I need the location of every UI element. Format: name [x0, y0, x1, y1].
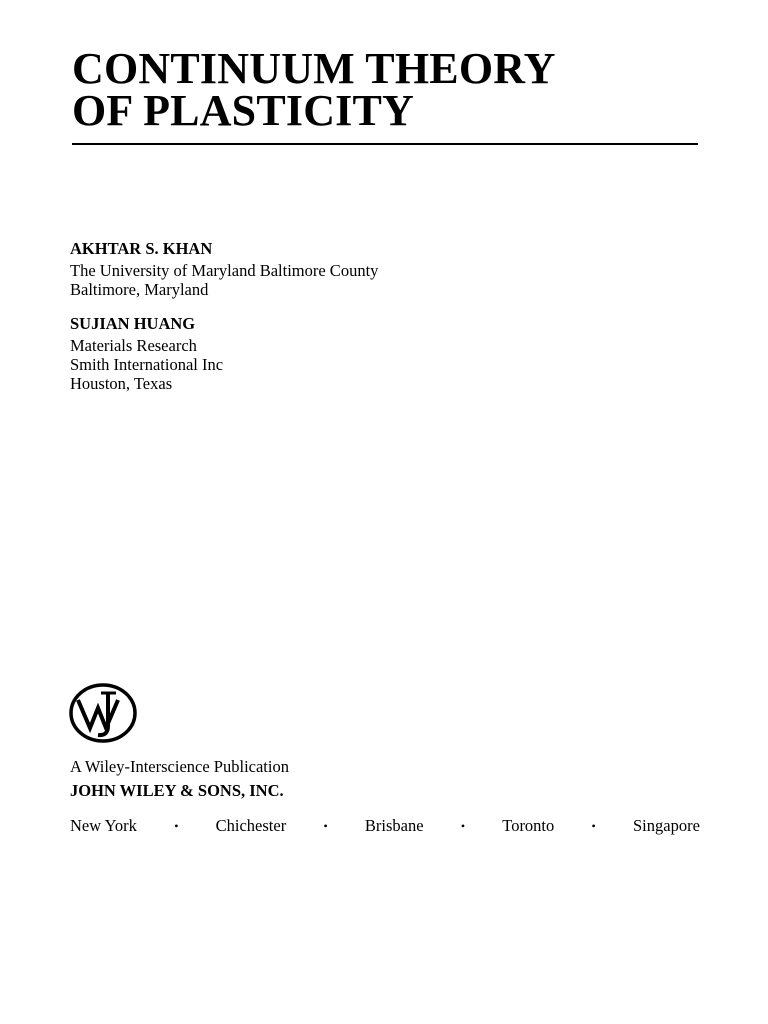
city-toronto: Toronto [502, 816, 555, 835]
title-line-2: OF PLASTICITY [72, 86, 415, 135]
affiliation-line: The University of Maryland Baltimore County [70, 261, 379, 280]
title-line-1: CONTINUUM THEORY [72, 44, 556, 93]
wiley-logo-icon [68, 682, 138, 744]
city-chichester: Chichester [215, 816, 287, 835]
author-affiliation-huang [70, 336, 223, 393]
city-new-york: New York [70, 816, 137, 835]
affiliation-line: Houston, Texas [70, 374, 173, 393]
affiliation-line: Smith International Inc [70, 355, 224, 374]
imprint-line: A Wiley-Interscience Publication [70, 757, 289, 776]
title-rule [72, 143, 698, 145]
publisher-cities [70, 816, 700, 836]
city-separator: • [591, 819, 596, 833]
book-title [72, 44, 556, 135]
author-name-khan: AKHTAR S. KHAN [70, 239, 213, 258]
affiliation-line: Baltimore, Maryland [70, 280, 209, 299]
city-separator: • [174, 819, 179, 833]
author-affiliation-khan [70, 261, 378, 299]
city-brisbane: Brisbane [364, 816, 424, 835]
publisher-name: JOHN WILEY & SONS, INC. [70, 781, 284, 800]
affiliation-line: Materials Research [70, 336, 197, 355]
city-separator: • [323, 819, 328, 833]
author-name-huang: SUJIAN HUANG [70, 314, 196, 333]
city-separator: • [460, 819, 466, 833]
city-singapore: Singapore [632, 816, 700, 835]
